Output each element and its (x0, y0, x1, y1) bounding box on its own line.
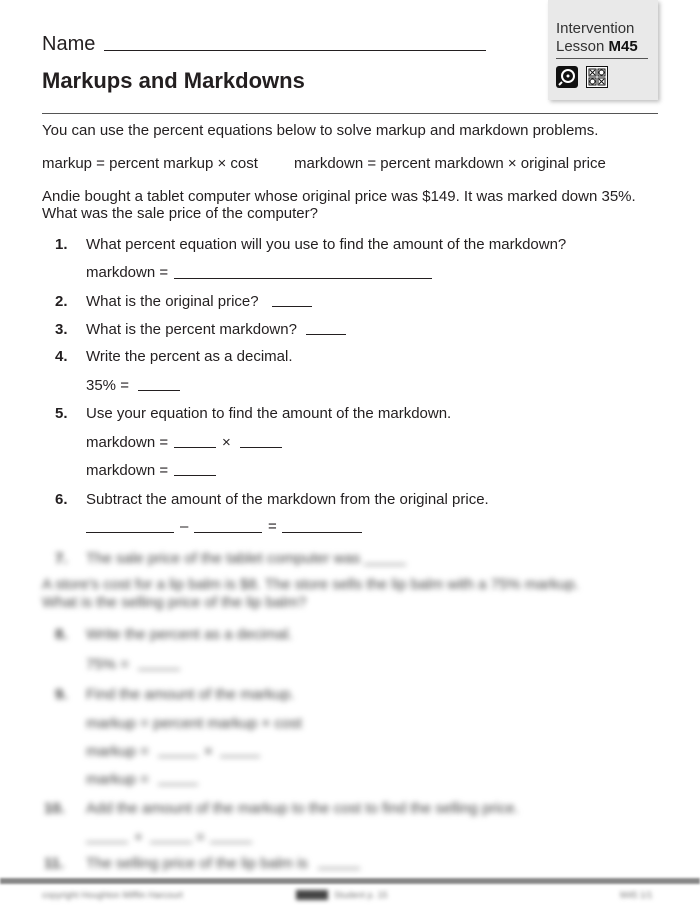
answer-blank[interactable] (240, 447, 282, 448)
question-1-answer-label: markdown = (86, 264, 169, 281)
problem-1-line-2: What was the sale price of the computer? (42, 205, 318, 222)
answer-blank[interactable] (174, 447, 216, 448)
answer-blank[interactable] (194, 532, 262, 533)
answer-blank[interactable] (86, 532, 174, 533)
question-5-answer-label: markdown = (86, 434, 169, 451)
question-7-text: The sale price of the tablet computer was (86, 550, 361, 567)
question-5-text: Use your equation to find the amount of the markdown. (86, 405, 452, 422)
answer-blank[interactable] (318, 868, 360, 869)
publisher-logo (296, 890, 328, 900)
question-number: 2. (55, 293, 68, 310)
question-number: 8. (55, 626, 68, 643)
name-label: Name (42, 33, 96, 55)
answer-blank[interactable] (174, 278, 432, 279)
tab-divider (556, 58, 648, 59)
answer-blank[interactable] (158, 756, 198, 757)
question-number: 11. (44, 855, 65, 872)
answer-blank[interactable] (364, 564, 406, 565)
question-9-answer-label: markup = (86, 743, 149, 760)
answer-blank[interactable] (158, 784, 198, 785)
question-1-text: What percent equation will you use to find the amount of the markdown? (86, 236, 567, 253)
question-8-answer-label: 75% = (86, 656, 129, 673)
question-number: 10. (44, 800, 65, 817)
header-divider (42, 113, 658, 114)
question-number: 9. (55, 686, 68, 703)
answer-blank[interactable] (306, 334, 346, 335)
question-number: 1. (55, 236, 68, 253)
answer-blank[interactable] (220, 756, 260, 757)
question-10-text: Add the amount of the markup to the cost to find the selling price. (86, 800, 519, 817)
question-9-equation: markup = percent markup × cost (86, 715, 302, 732)
minus-sign: – (180, 518, 189, 535)
problem-2-line-1: A store's cost for a lip balm is $8. The store sells the lip balm with a 75% markup. (42, 576, 579, 593)
answer-blank[interactable] (138, 390, 180, 391)
problem-1-line-1: Andie bought a tablet computer whose original price was $149. It was marked down 35%. (42, 188, 636, 205)
answer-blank[interactable] (272, 306, 312, 307)
question-number: 6. (55, 491, 68, 508)
question-5-answer-label: markdown = (86, 462, 169, 479)
footer-code: M45 1/1 (620, 890, 653, 900)
question-3-text: What is the percent markdown? (86, 321, 297, 338)
lesson-label: Lesson M45 (556, 38, 638, 55)
plus-sign: + (134, 829, 143, 846)
answer-blank[interactable] (86, 842, 128, 843)
markup-equation: markup = percent markup × cost (42, 155, 258, 172)
footer-copyright: copyright Houghton Mifflin Harcourt (42, 890, 183, 900)
footer-bar (0, 878, 700, 884)
answer-blank[interactable] (138, 669, 180, 670)
lesson-code: M45 (608, 38, 638, 55)
intervention-label: Intervention (556, 20, 635, 37)
answer-blank[interactable] (150, 842, 192, 843)
answer-blank[interactable] (210, 842, 252, 843)
equals-sign: = (268, 518, 277, 535)
markdown-equation: markdown = percent markdown × original price (294, 155, 606, 172)
question-2-text: What is the original price? (86, 293, 259, 310)
question-number: 7. (55, 550, 68, 567)
footer-page: Student p. 15 (334, 890, 388, 900)
times-sign: × (222, 434, 231, 451)
problem-solving-icon (556, 66, 578, 88)
question-9-answer-label: markup = (86, 771, 149, 788)
question-11-text: The selling price of the lip balm is (86, 855, 308, 872)
intro-text: You can use the percent equations below to solve markup and markdown problems. (42, 122, 599, 139)
times-sign: × (204, 743, 213, 760)
question-number: 4. (55, 348, 68, 365)
question-6-text: Subtract the amount of the markdown from the original price. (86, 491, 489, 508)
question-8-text: Write the percent as a decimal. (86, 626, 293, 643)
problem-2-line-2: What is the selling price of the lip balm? (42, 594, 307, 611)
question-number: 5. (55, 405, 68, 422)
question-number: 3. (55, 321, 68, 338)
name-input-line[interactable] (104, 50, 486, 51)
page-title: Markups and Markdowns (42, 68, 305, 93)
grid-icon (586, 66, 608, 88)
question-9-text: Find the amount of the markup. (86, 686, 295, 703)
answer-blank[interactable] (282, 532, 362, 533)
equals-sign: = (196, 829, 205, 846)
question-4-answer-label: 35% = (86, 377, 129, 394)
question-4-text: Write the percent as a decimal. (86, 348, 293, 365)
answer-blank[interactable] (174, 475, 216, 476)
